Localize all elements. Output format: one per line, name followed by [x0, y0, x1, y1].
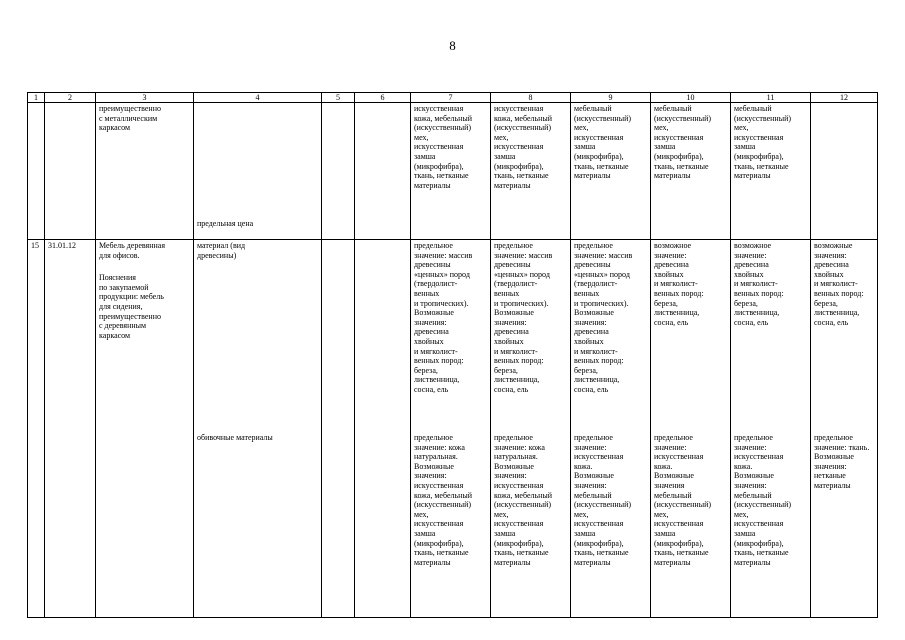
text-line: замша — [494, 528, 516, 538]
text-line: предельное — [574, 433, 613, 442]
text-line: значение: — [654, 442, 687, 452]
text-line: по закупаемой — [99, 282, 149, 292]
text-line: для офисов. — [99, 250, 140, 260]
text-line: хвойных — [654, 269, 684, 279]
text-line: значение: кожа — [414, 442, 465, 452]
text-line: значение: массив — [574, 250, 633, 260]
text-line: мебельный — [734, 104, 772, 113]
text-line: возможные — [814, 241, 853, 250]
text-line: предельное — [494, 241, 533, 250]
text-line: искусственная — [494, 519, 544, 529]
value-cell-col11 — [731, 103, 811, 240]
text-line: береза, — [574, 365, 598, 375]
text-line: и тропических). — [574, 298, 629, 308]
text-line: древесина — [574, 327, 609, 337]
text-line: сосна, ель — [654, 317, 689, 327]
column-number: 9 — [571, 93, 651, 103]
text-line: береза, — [734, 298, 758, 308]
text-line: (искусственный) — [654, 113, 712, 123]
text-line: продукции: мебель — [99, 292, 164, 302]
text-line: материалы — [494, 180, 531, 190]
text-line: сосна, ель — [414, 384, 449, 394]
text-line: значения — [654, 480, 685, 490]
text-line: «ценных» пород — [414, 269, 470, 279]
text-line: (искусственный) — [414, 123, 472, 133]
value-cell-col8 — [491, 240, 571, 618]
text-line: и мягколист- — [734, 279, 778, 289]
text-line: (микрофибра), — [494, 538, 544, 548]
text-line: мебельный — [654, 490, 692, 500]
text-line: значения: — [574, 480, 607, 490]
text-line: материал (вид — [197, 241, 246, 250]
text-line: предельное — [414, 241, 453, 250]
text-line: искусственная — [414, 142, 464, 152]
text-line: мех, — [414, 509, 429, 519]
page-number: 8 — [449, 38, 456, 53]
text-line: (микрофибра), — [654, 151, 704, 161]
text-line: искусственная — [734, 452, 784, 462]
text-line: хвойных — [734, 269, 764, 279]
text-line: древесина — [654, 260, 689, 270]
text-line: искусственная — [494, 104, 544, 113]
text-line: береза, — [814, 298, 838, 308]
text-line: кожа. — [574, 461, 593, 471]
column-number: 4 — [194, 93, 322, 103]
text-line: (микрофибра), — [654, 538, 704, 548]
text-line: хвойных — [814, 269, 844, 279]
text-line: ткань, нетканые — [414, 548, 469, 558]
text-line: мебельный — [574, 104, 612, 113]
text-line: (микрофибра), — [414, 538, 464, 548]
column-number: 7 — [411, 93, 491, 103]
cell-empty — [322, 240, 355, 618]
cell-empty — [322, 103, 355, 240]
column-number-row — [28, 93, 878, 103]
text-line: лиственница, — [414, 375, 460, 385]
text-line: искусственная — [654, 452, 704, 462]
text-line: нетканые — [814, 471, 846, 481]
text-line: лиственница, — [734, 308, 780, 318]
attribute-cell — [194, 103, 322, 240]
value-cell-col12 — [811, 103, 878, 240]
text-line: преимущественно — [99, 311, 161, 321]
text-line: Возможные — [814, 452, 854, 462]
product-description-cell — [96, 103, 194, 240]
text-line: (твердолист- — [414, 279, 458, 289]
text-line: искусственная — [654, 132, 704, 142]
text-line: хвойных — [414, 336, 444, 346]
requirements-table — [27, 92, 878, 618]
text-line: значения: — [814, 250, 847, 260]
value-cell-col10 — [651, 240, 731, 618]
text-line: и мягколист- — [654, 279, 698, 289]
text-line: ткань, нетканые — [574, 548, 629, 558]
text-line: значение: — [654, 250, 687, 260]
text-line: (твердолист- — [574, 279, 618, 289]
text-line: Мебель деревянная — [99, 241, 166, 250]
okpd-code: 31.01.12 — [45, 240, 96, 618]
text-line: древесина — [494, 327, 529, 337]
text-line: кожа. — [654, 461, 673, 471]
text-line: значения: — [494, 471, 527, 481]
text-line: венных пород: — [814, 288, 864, 298]
column-number: 8 — [491, 93, 571, 103]
text-line: (искусственный) — [574, 113, 632, 123]
text-line: предельное — [494, 433, 533, 442]
text-line: кожа. — [734, 461, 753, 471]
value-cell-col12 — [811, 240, 878, 618]
text-line: материалы — [734, 171, 771, 181]
text-line: мебельный — [734, 490, 772, 500]
text-line: ткань, нетканые — [414, 171, 469, 181]
text-line: венных — [494, 288, 520, 298]
text-line: кожа, мебельный — [494, 113, 553, 123]
text-line: мех, — [654, 123, 669, 133]
column-number: 12 — [811, 93, 878, 103]
text-line: сосна, ель — [494, 384, 529, 394]
text-line: мех, — [734, 509, 749, 519]
text-line: Возможные — [414, 461, 454, 471]
text-line: ткань, нетканые — [734, 161, 789, 171]
text-line: искусственная — [734, 132, 784, 142]
text-line: и мягколист- — [574, 346, 618, 356]
text-line: значения: — [414, 317, 447, 327]
text-line: замша — [574, 528, 596, 538]
text-line: древесины — [494, 260, 531, 270]
text-line: «ценных» пород — [494, 269, 550, 279]
text-line: береза, — [654, 298, 678, 308]
text-line: (искусственный) — [494, 123, 552, 133]
text-line: значение: — [734, 250, 767, 260]
text-line: лиственница, — [654, 308, 700, 318]
text-line: материалы — [574, 557, 611, 567]
text-line: венных пород: — [574, 356, 624, 366]
text-line: древесина — [734, 260, 769, 270]
text-line: мех, — [414, 132, 429, 142]
text-line: предельное — [574, 241, 613, 250]
column-number: 2 — [45, 93, 96, 103]
value-cell-col9 — [571, 240, 651, 618]
text-line: мебельный — [654, 104, 692, 113]
text-line: значения: — [574, 317, 607, 327]
column-number: 1 — [28, 93, 45, 103]
text-line: «ценных» пород — [574, 269, 630, 279]
text-line: Пояснения — [99, 273, 136, 283]
text-line: береза, — [494, 365, 518, 375]
text-line: мебельный — [574, 490, 612, 500]
text-line: материалы — [654, 171, 691, 181]
text-line: (микрофибра), — [574, 151, 624, 161]
text-line: (искусственный) — [734, 500, 792, 510]
text-line: замша — [654, 528, 676, 538]
column-number: 11 — [731, 93, 811, 103]
text-line: замша — [654, 142, 676, 152]
text-line: (микрофибра), — [494, 161, 544, 171]
text-line: замша — [734, 528, 756, 538]
text-line: Возможные — [494, 308, 534, 318]
text-line: венных пород: — [494, 356, 544, 366]
text-line: древесины — [574, 260, 611, 270]
text-line: Возможные — [734, 471, 774, 481]
text-line: ткань, нетканые — [734, 548, 789, 558]
text-line: Возможные — [574, 471, 614, 481]
text-line: замша — [414, 151, 436, 161]
text-line: обивочные материалы — [197, 433, 273, 442]
text-line: для сидения, — [99, 301, 143, 311]
text-line: ткань, нетканые — [654, 161, 709, 171]
text-line: венных пород: — [734, 288, 784, 298]
row-number: 15 — [28, 240, 45, 618]
value-cell-col9 — [571, 103, 651, 240]
continued-row — [28, 103, 878, 240]
text-line: (микрофибра), — [734, 151, 784, 161]
text-line: (твердолист- — [494, 279, 538, 289]
text-line: древесины — [414, 260, 451, 270]
column-number: 5 — [322, 93, 355, 103]
text-line: замша — [494, 151, 516, 161]
text-line: сосна, ель — [734, 317, 769, 327]
text-line: Возможные — [574, 308, 614, 318]
text-line: Возможные — [414, 308, 454, 318]
text-line: предельное — [814, 433, 853, 442]
text-line: искусственная — [734, 519, 784, 529]
text-line: значения: — [814, 461, 847, 471]
text-line: (микрофибра), — [734, 538, 784, 548]
text-line: предельное — [734, 433, 773, 442]
cell-empty — [355, 103, 411, 240]
text-line: Возможные — [494, 461, 534, 471]
text-line: древесины) — [197, 250, 237, 260]
text-line: древесина — [414, 327, 449, 337]
text-line: древесина — [814, 260, 849, 270]
text-line: (микрофибра), — [574, 538, 624, 548]
text-line: (искусственный) — [414, 500, 472, 510]
text-line: значения: — [734, 480, 767, 490]
text-line: (микрофибра), — [414, 161, 464, 171]
text-line: значение: ткань. — [814, 442, 870, 452]
text-line: с деревянным — [99, 321, 147, 331]
text-line: (искусственный) — [734, 113, 792, 123]
text-line: искусственная — [574, 132, 624, 142]
text-line: материалы — [414, 557, 451, 567]
text-line: (искусственный) — [494, 500, 552, 510]
text-line: искусственная — [414, 104, 464, 113]
cell-empty — [28, 103, 45, 240]
text-line: мех, — [574, 509, 589, 519]
cell-empty — [355, 240, 411, 618]
table-row — [28, 240, 878, 618]
text-line: (искусственный) — [654, 500, 712, 510]
attribute-label: предельная цена — [197, 219, 254, 228]
text-line: значение: — [734, 442, 767, 452]
text-line: хвойных — [574, 336, 604, 346]
text-line: материалы — [654, 557, 691, 567]
text-line: материалы — [414, 180, 451, 190]
text-line: натуральная. — [494, 452, 538, 462]
text-line: ткань, нетканые — [654, 548, 709, 558]
text-line: береза, — [414, 365, 438, 375]
column-number: 6 — [355, 93, 411, 103]
text-line: лиственница, — [494, 375, 540, 385]
text-line: значение: — [574, 442, 607, 452]
text-line: искусственная — [414, 519, 464, 529]
text-line: мех, — [734, 123, 749, 133]
text-line: и мягколист- — [494, 346, 538, 356]
text-line: сосна, ель — [574, 384, 609, 394]
product-description-cell — [96, 240, 194, 618]
text-line: венных — [414, 288, 440, 298]
text-line: искусственная — [574, 519, 624, 529]
column-number: 3 — [96, 93, 194, 103]
text-line: венных — [574, 288, 600, 298]
text-line: и мягколист- — [814, 279, 858, 289]
text-line: ткань, нетканые — [494, 171, 549, 181]
text-line: искусственная — [654, 519, 704, 529]
text-line: значение: массив — [414, 250, 473, 260]
text-line: мех, — [654, 509, 669, 519]
text-line: значение: массив — [494, 250, 553, 260]
text-line: лиственница, — [814, 308, 860, 318]
text-line: (искусственный) — [574, 500, 632, 510]
text-line: с металлическим — [99, 113, 158, 123]
text-line: каркасом — [99, 330, 131, 340]
value-cell-col8 — [491, 103, 571, 240]
text-line: предельное — [654, 433, 693, 442]
text-line: хвойных — [494, 336, 524, 346]
value-cell-col7 — [411, 240, 491, 618]
text-line: лиственница, — [574, 375, 620, 385]
text-line: мех, — [494, 132, 509, 142]
text-line: кожа, мебельный — [494, 490, 553, 500]
text-line: возможное — [734, 241, 772, 250]
text-line: ткань, нетканые — [574, 161, 629, 171]
text-line: ткань, нетканые — [494, 548, 549, 558]
text-line: каркасом — [99, 123, 131, 133]
text-line: замша — [574, 142, 596, 152]
text-line: значения: — [414, 471, 447, 481]
text-line: искусственная — [414, 480, 464, 490]
text-line: замша — [414, 528, 436, 538]
text-line: венных пород: — [654, 288, 704, 298]
text-line: Возможные — [654, 471, 694, 481]
text-line: кожа, мебельный — [414, 490, 473, 500]
text-line: искусственная — [494, 480, 544, 490]
text-line: венных пород: — [414, 356, 464, 366]
column-number: 10 — [651, 93, 731, 103]
text-line: материалы — [574, 171, 611, 181]
cell-empty — [45, 103, 96, 240]
text-line: материалы — [814, 480, 851, 490]
text-line: искусственная — [494, 142, 544, 152]
text-line: натуральная. — [414, 452, 458, 462]
text-line: возможное — [654, 241, 692, 250]
text-line: материалы — [494, 557, 531, 567]
text-line: значения: — [494, 317, 527, 327]
text-line: искусственная — [574, 452, 624, 462]
text-line: и мягколист- — [414, 346, 458, 356]
text-line: преимущественно — [99, 104, 161, 113]
value-cell-col11 — [731, 240, 811, 618]
text-line: материалы — [734, 557, 771, 567]
text-line: замша — [734, 142, 756, 152]
value-cell-col10 — [651, 103, 731, 240]
text-line: и тропических). — [494, 298, 549, 308]
text-line: кожа, мебельный — [414, 113, 473, 123]
attribute-cell — [194, 240, 322, 618]
value-cell-col7 — [411, 103, 491, 240]
text-line: мех, — [574, 123, 589, 133]
text-line: и тропических). — [414, 298, 469, 308]
text-line: сосна, ель — [814, 317, 849, 327]
text-line: мех, — [494, 509, 509, 519]
text-line: предельное — [414, 433, 453, 442]
text-line: значение: кожа — [494, 442, 545, 452]
